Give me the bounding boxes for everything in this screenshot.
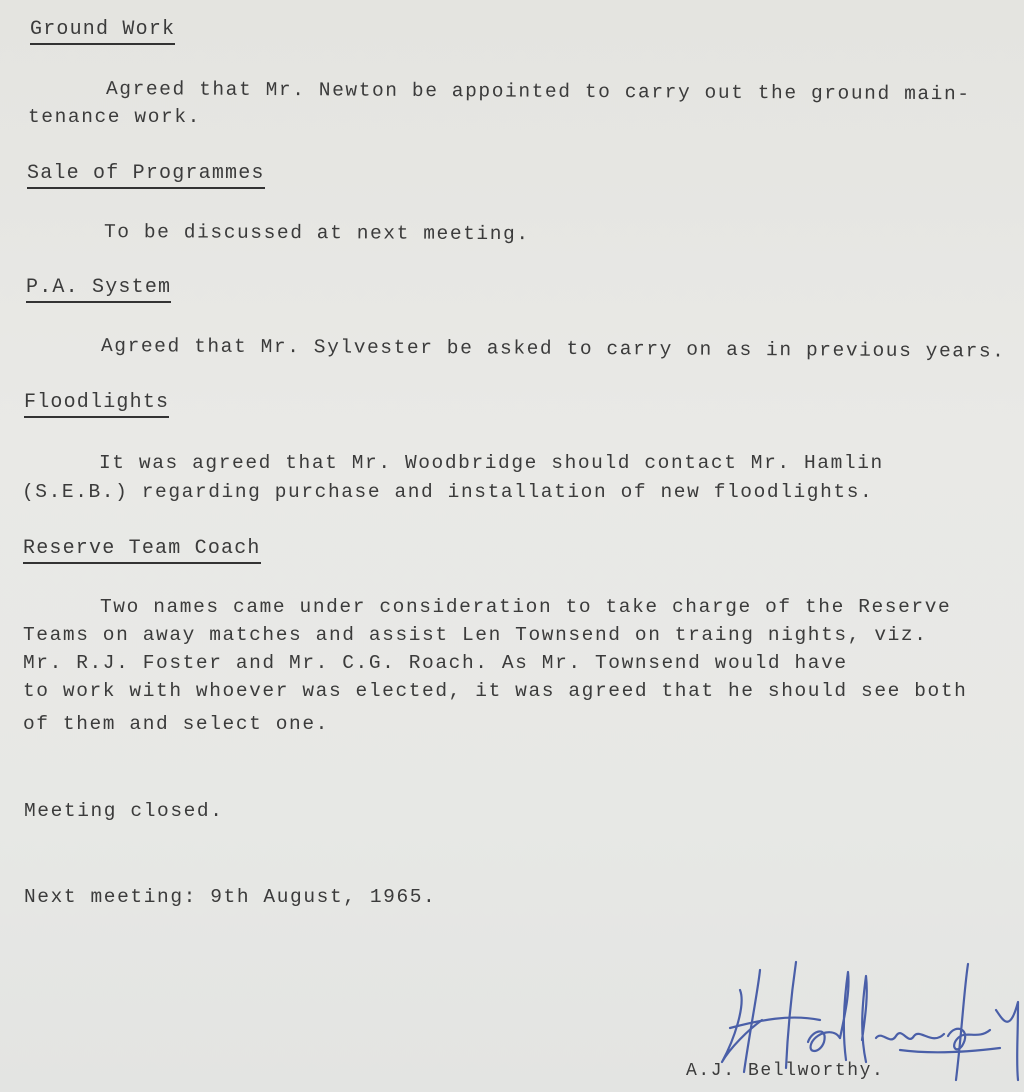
handwritten-signature xyxy=(700,950,1024,1092)
reserve-coach-line-1: Two names came under consideration to take charge of the Reserve xyxy=(100,596,952,618)
reserve-coach-line-3: Mr. R.J. Foster and Mr. C.G. Roach. As Mr. Townsend would have xyxy=(23,652,848,674)
signatory-name: A.J. Bellworthy. xyxy=(686,1061,885,1081)
reserve-coach-line-4: to work with whoever was elected, it was agreed that he should see both xyxy=(23,680,968,702)
heading-pa-system: P.A. System xyxy=(26,276,171,303)
ground-work-line-2: tenance work. xyxy=(28,106,201,128)
heading-ground-work: Ground Work xyxy=(30,18,175,45)
floodlights-line-2: (S.E.B.) regarding purchase and installation of new floodlights. xyxy=(22,481,874,503)
meeting-closed: Meeting closed. xyxy=(24,800,224,822)
sale-of-programmes-line-1: To be discussed at next meeting. xyxy=(103,221,530,246)
reserve-coach-line-5: of them and select one. xyxy=(23,713,329,735)
heading-reserve-team-coach: Reserve Team Coach xyxy=(23,537,261,564)
next-meeting: Next meeting: 9th August, 1965. xyxy=(24,886,437,908)
floodlights-line-1: It was agreed that Mr. Woodbridge should contact Mr. Hamlin xyxy=(99,452,884,474)
pa-system-line-1: Agreed that Mr. Sylvester be asked to carry on as in previous years. xyxy=(100,335,1006,363)
ground-work-line-1: Agreed that Mr. Newton be appointed to carry out the ground main- xyxy=(105,78,971,106)
heading-floodlights: Floodlights xyxy=(24,391,169,418)
reserve-coach-line-2: Teams on away matches and assist Len Townsend on traing nights, viz. xyxy=(23,624,928,646)
heading-sale-of-programmes: Sale of Programmes xyxy=(27,162,265,189)
